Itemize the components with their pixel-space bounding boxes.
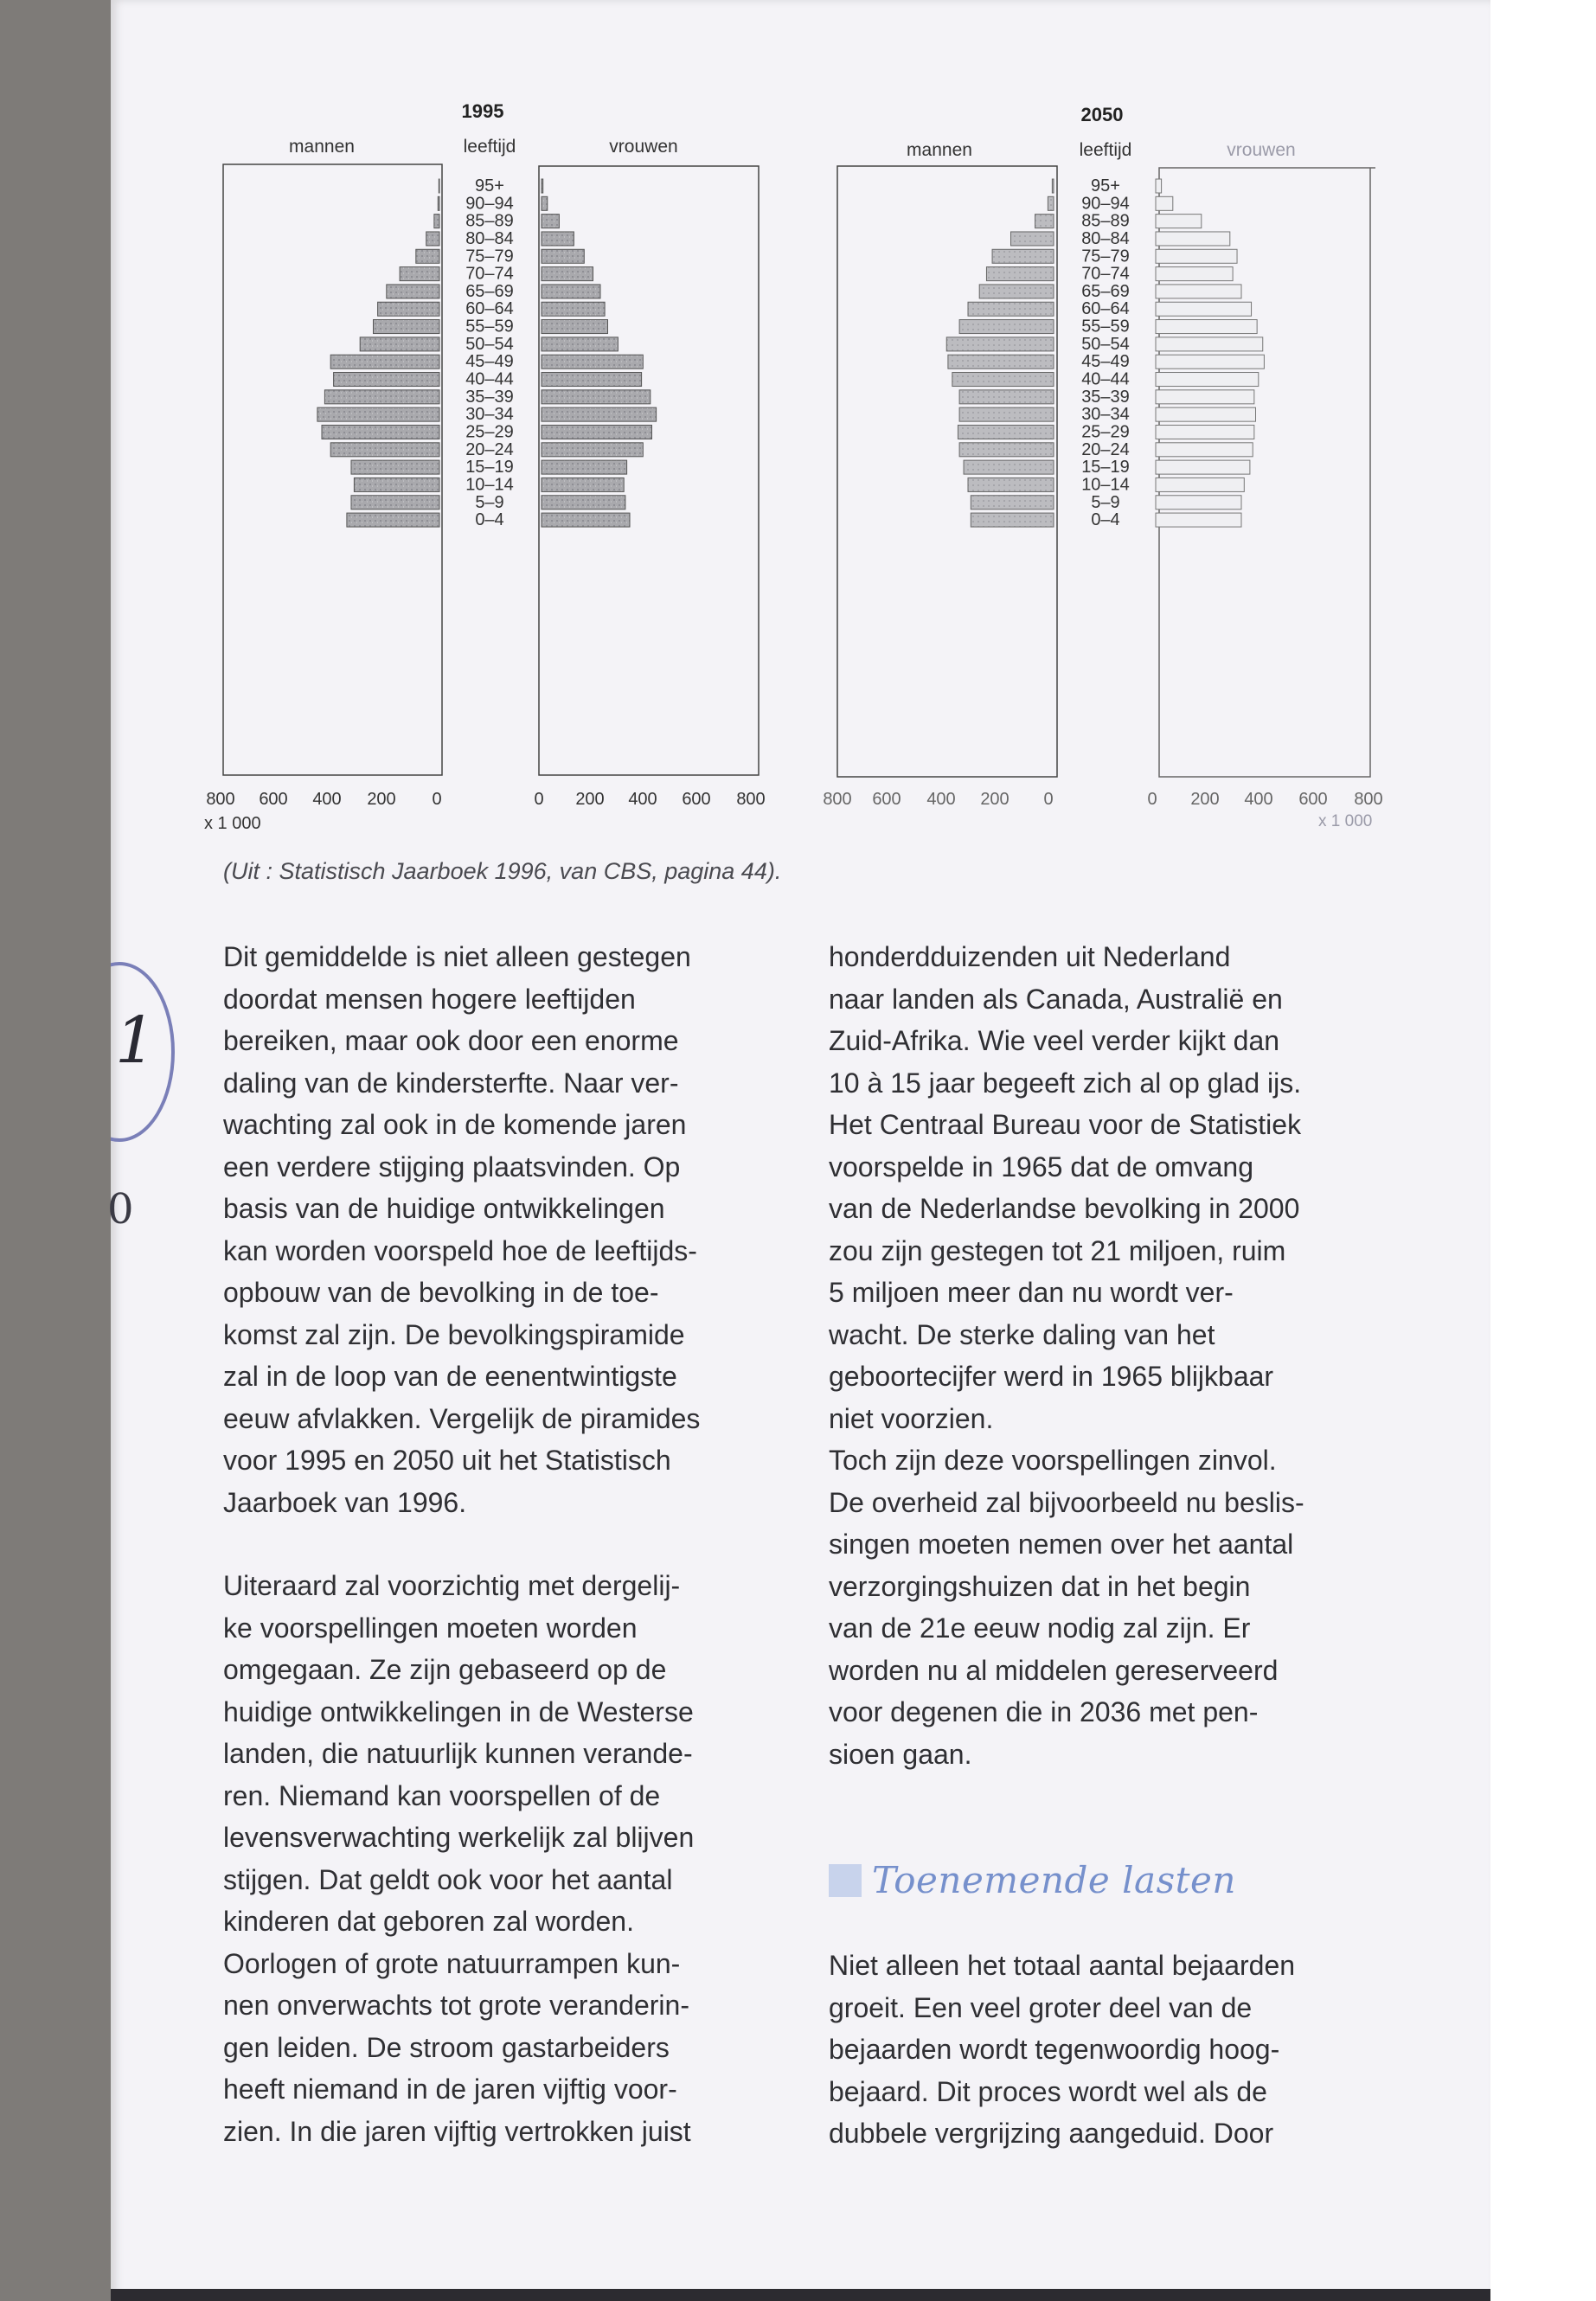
age-label: 30–34 [465,405,514,425]
bar-men-90–94 [438,196,439,210]
text-line: ke voorspellingen moeten worden [223,1612,638,1644]
text-line: voor degenen die in 2036 met pen- [829,1696,1259,1727]
bar-women-85–89 [542,215,559,228]
pyramid-2050-x-ticks [823,790,1382,809]
text-line: Oorlogen of grote natuurrampen kun- [223,1947,681,1979]
bar-women-55–59 [1156,320,1257,334]
bar-women-95+ [542,179,543,193]
age-label: 55–59 [465,317,514,336]
page-bottom-edge [111,2289,1490,2301]
pyramid-1995-unit-label: x 1 000 [204,814,261,833]
text-line: dubbele vergrijzing aangeduid. Door [829,2118,1274,2149]
age-label: 5–9 [1091,492,1120,512]
text-line: heeft niemand in de jaren vijftig voor- [223,2073,677,2105]
bar-women-35–39 [542,390,651,404]
bar-men-40–44 [334,373,439,387]
age-label: 50–54 [465,334,514,354]
bar-women-80–84 [1156,232,1230,246]
bar-men-45–49 [330,355,439,369]
text-line: wacht. De sterke daling van het [829,1318,1215,1350]
bar-men-85–89 [434,215,439,228]
bar-men-35–39 [959,390,1054,404]
left-paragraph-2 [223,1565,820,2152]
right-paragraph-1 [829,936,1426,1439]
x-tick-label: 600 [1298,790,1328,809]
bar-men-0–4 [347,513,439,527]
x-tick-label: 0 [432,790,442,809]
bar-women-30–34 [1156,407,1256,421]
pyramid-2050-women-label: vrouwen [1227,140,1296,160]
bar-women-10–14 [542,478,624,491]
bar-men-50–54 [360,337,439,351]
bar-men-65–69 [387,285,439,298]
bar-men-75–79 [416,249,439,263]
age-label: 80–84 [1081,228,1130,248]
bar-women-5–9 [542,496,625,510]
age-label: 10–14 [465,475,514,495]
text-line: zou zijn gestegen tot 21 miljoen, ruim [829,1234,1286,1266]
text-line: voorspelde in 1965 dat de omvang [829,1150,1254,1183]
chapter-tab-number-2: 0 [107,1185,134,1234]
text-line: stijgen. Dat geldt ook voor het aantal [223,1863,673,1895]
pyramid-2050-unit-label: x 1 000 [1318,812,1373,830]
text-line: worden nu al middelen gereserveerd [829,1654,1279,1686]
age-label: 65–69 [465,281,514,301]
text-line: levensverwachting werkelijk zal blijven [223,1822,695,1853]
bar-men-45–49 [948,355,1054,369]
bar-women-80–84 [542,232,574,246]
bar-men-25–29 [958,425,1054,439]
bar-women-95+ [1156,179,1162,193]
x-tick-label: 800 [823,790,852,809]
bar-men-10–14 [968,478,1054,491]
pyramid-2050-title: 2050 [1080,104,1124,125]
bar-men-5–9 [971,496,1054,510]
text-line: gen leiden. De stroom gastarbeiders [223,2031,670,2063]
text-line: Niet alleen het totaal aantal bejaarden [829,1950,1296,1981]
bar-women-15–19 [1156,460,1250,474]
bar-women-20–24 [1156,443,1253,457]
age-label: 80–84 [465,228,514,248]
bar-women-0–4 [1156,513,1241,527]
age-label: 20–24 [1081,439,1130,459]
bar-men-95+ [1052,179,1054,193]
bar-women-65–69 [1156,285,1241,298]
bar-women-15–19 [542,460,627,474]
bar-women-85–89 [1156,215,1202,228]
bar-women-5–9 [1156,496,1241,510]
text-line: landen, die natuurlijk kunnen verande- [223,1738,693,1769]
age-label: 25–29 [1081,422,1130,442]
age-label: 50–54 [1081,334,1130,354]
text-line: omgegaan. Ze zijn gebaseerd op de [223,1654,667,1685]
text-line: sioen gaan. [829,1738,972,1770]
x-tick-label: 600 [872,790,901,809]
text-line: van de Nederlandse bevolking in 2000 [829,1193,1300,1224]
text-line: van de 21e eeuw nodig zal zijn. Er [829,1612,1251,1644]
bar-men-55–59 [374,320,440,334]
age-label: 10–14 [1081,475,1130,495]
pyramid-1995-men-label: mannen [289,137,355,157]
pyramid-1995-women-label: vrouwen [609,137,678,157]
age-label: 15–19 [465,458,514,478]
text-line: Dit gemiddelde is niet alleen gestegen [223,941,691,972]
x-tick-label: 0 [1147,790,1157,809]
bar-men-50–54 [946,337,1054,351]
bar-men-60–64 [378,302,439,316]
text-line: daling van de kindersterfte. Naar ver- [223,1067,679,1099]
left-paragraph-1 [223,936,820,1523]
bar-women-70–74 [1156,267,1233,281]
section-heading [829,1855,1426,1907]
bar-men-65–69 [979,285,1054,298]
figure-caption: (Uit : Statistisch Jaarboek 1996, van CBS, pagina 44). [223,858,782,884]
bar-men-75–79 [992,249,1054,263]
text-line: singen moeten nemen over het aantal [829,1529,1294,1560]
pyramid-1995 [204,100,766,833]
bar-men-35–39 [324,390,439,404]
age-label: 45–49 [465,352,514,372]
text-line: bereiken, maar ook door een enorme [223,1025,679,1056]
text-line: eeuw afvlakken. Vergelijk de piramides [223,1402,701,1434]
x-tick-label: 0 [1043,790,1054,809]
bar-men-70–74 [986,267,1054,281]
age-label: 65–69 [1081,281,1130,301]
x-tick-label: 200 [980,790,1010,809]
x-tick-label: 600 [682,790,711,809]
bar-women-40–44 [1156,373,1259,387]
bar-women-25–29 [542,425,652,439]
bar-women-50–54 [1156,337,1263,351]
age-label: 60–64 [465,299,514,319]
bar-women-0–4 [542,513,630,527]
age-label: 95+ [475,176,504,195]
text-line: zien. In die jaren vijftig vertrokken juist [223,2115,691,2147]
text-line: geboortecijfer werd in 1965 blijkbaar [829,1361,1274,1392]
age-label: 90–94 [1081,194,1130,214]
text-line: zal in de loop van de eenentwintigste [223,1361,677,1392]
text-line: komst zal zijn. De bevolkingspiramide [223,1318,685,1350]
age-label: 70–74 [1081,264,1130,284]
age-label: 0–4 [475,510,504,530]
age-label: 45–49 [1081,352,1130,372]
text-line: huidige ontwikkelingen in de Westerse [223,1695,694,1727]
bar-women-50–54 [542,337,618,351]
bar-women-60–64 [1156,302,1252,316]
heading-square-icon [829,1864,862,1897]
bar-women-75–79 [1156,249,1237,263]
bar-women-20–24 [542,443,643,457]
bar-men-25–29 [322,425,439,439]
text-line: opbouw van de bevolking in de toe- [223,1277,659,1308]
section-heading-text: Toenemende lasten [872,1858,1236,1901]
text-line: doordat mensen hogere leeftijden [223,983,636,1015]
text-line: verzorgingshuizen dat in het begin [829,1570,1251,1602]
pyramid-1995-title: 1995 [461,100,504,122]
left-text-column [223,936,820,2152]
bar-women-30–34 [542,407,657,421]
pyramid-2050-age-label: leeftijd [1079,140,1132,160]
bar-women-65–69 [542,285,600,298]
x-tick-label: 0 [534,790,544,809]
x-tick-label: 800 [1354,790,1383,809]
text-line: wachting zal ook in de komende jaren [223,1109,687,1140]
text-line: Het Centraal Bureau voor de Statistiek [829,1109,1302,1140]
bar-women-60–64 [542,302,605,316]
age-label: 35–39 [1081,387,1130,407]
text-line: honderdduizenden uit Nederland [829,941,1231,972]
bar-women-45–49 [1156,355,1264,369]
text-line: De overheid zal bijvoorbeeld nu beslis- [829,1486,1304,1518]
age-label: 85–89 [1081,211,1130,231]
age-label: 20–24 [465,439,514,459]
bar-men-30–34 [317,407,439,421]
text-line: kinderen dat geboren zal worden. [223,1906,634,1937]
age-label: 95+ [1091,176,1120,195]
text-line: nen onverwachts tot grote veranderin- [223,1990,689,2021]
text-line: ren. Niemand kan voorspellen of de [223,1779,661,1811]
bar-men-85–89 [1035,215,1054,228]
text-line: 10 à 15 jaar begeeft zich al op glad ijs. [829,1067,1302,1099]
age-label: 15–19 [1081,458,1130,478]
bar-women-55–59 [542,320,608,334]
text-line: kan worden voorspeld hoe de leeftijds- [223,1234,697,1266]
text-line: Jaarboek van 1996. [223,1486,467,1518]
bar-men-55–59 [959,320,1054,334]
x-tick-label: 800 [206,790,235,809]
x-tick-label: 400 [1244,790,1273,809]
bar-women-75–79 [542,249,584,263]
x-tick-label: 600 [259,790,288,809]
bar-men-10–14 [354,478,439,491]
text-line: Toch zijn deze voorspellingen zinvol. [829,1445,1277,1476]
bar-men-5–9 [351,496,439,510]
age-label: 35–39 [465,387,514,407]
bar-men-80–84 [1011,232,1054,246]
pyramid-1995-age-label: leeftijd [463,137,516,157]
bar-women-10–14 [1156,478,1244,491]
age-label: 25–29 [465,422,514,442]
x-tick-label: 200 [1190,790,1220,809]
bar-men-70–74 [400,267,439,281]
x-tick-label: 400 [628,790,657,809]
chapter-tab-number: 1 [115,1003,157,1078]
right-text-column [829,936,1426,2155]
x-tick-label: 200 [575,790,605,809]
bar-men-20–24 [959,443,1054,457]
bar-men-0–4 [971,513,1054,527]
pyramid-2050-men-label: mannen [907,140,972,160]
pyramid-2050 [823,104,1382,830]
x-tick-label: 800 [736,790,766,809]
right-paragraph-2 [829,1439,1426,1775]
text-line: Zuid-Afrika. Wie veel verder kijkt dan [829,1025,1280,1056]
age-label: 30–34 [1081,405,1130,425]
text-line: bejaard. Dit proces wordt wel als de [829,2075,1267,2107]
age-label: 90–94 [465,194,514,214]
x-tick-label: 400 [312,790,342,809]
age-label: 85–89 [465,211,514,231]
text-line: voor 1995 en 2050 uit het Statistisch [223,1445,671,1476]
age-label: 75–79 [465,247,514,266]
bar-women-90–94 [1156,196,1173,210]
text-line: 5 miljoen meer dan nu wordt ver- [829,1277,1234,1308]
age-label: 55–59 [1081,317,1130,336]
bar-men-15–19 [964,460,1054,474]
bar-women-90–94 [542,196,548,210]
text-line: niet voorzien. [829,1402,994,1434]
bar-men-90–94 [1048,196,1054,210]
age-label: 0–4 [1091,510,1120,530]
x-tick-label: 200 [367,790,396,809]
bar-men-60–64 [968,302,1054,316]
age-label: 60–64 [1081,299,1130,319]
bar-women-40–44 [542,373,642,387]
text-line: een verdere stijging plaatsvinden. Op [223,1150,681,1183]
right-paragraph-3 [829,1945,1426,2155]
age-label: 40–44 [465,369,514,389]
text-line: Uiteraard zal voorzichtig met dergelij- [223,1570,681,1601]
age-label: 40–44 [1081,369,1130,389]
bar-men-40–44 [952,373,1054,387]
bar-men-30–34 [959,407,1054,421]
bar-women-70–74 [542,267,593,281]
bar-men-15–19 [351,460,439,474]
pyramid-1995-age-labels [465,176,514,529]
text-line: groeit. Een veel groter deel van de [829,1991,1253,2023]
population-pyramids-figure [0,0,1596,865]
x-tick-label: 400 [926,790,956,809]
bar-men-20–24 [330,443,439,457]
bar-women-45–49 [542,355,643,369]
text-line: naar landen als Canada, Australië en [829,983,1283,1015]
pyramid-2050-age-labels [1081,176,1130,529]
bar-women-25–29 [1156,425,1254,439]
text-line: basis van de huidige ontwikkelingen [223,1193,665,1224]
pyramid-1995-x-ticks [206,790,765,809]
bar-men-80–84 [426,232,439,246]
text-line: bejaarden wordt tegenwoordig hoog- [829,2034,1280,2065]
age-label: 75–79 [1081,247,1130,266]
age-label: 70–74 [465,264,514,284]
age-label: 5–9 [475,492,504,512]
bar-women-35–39 [1156,390,1254,404]
